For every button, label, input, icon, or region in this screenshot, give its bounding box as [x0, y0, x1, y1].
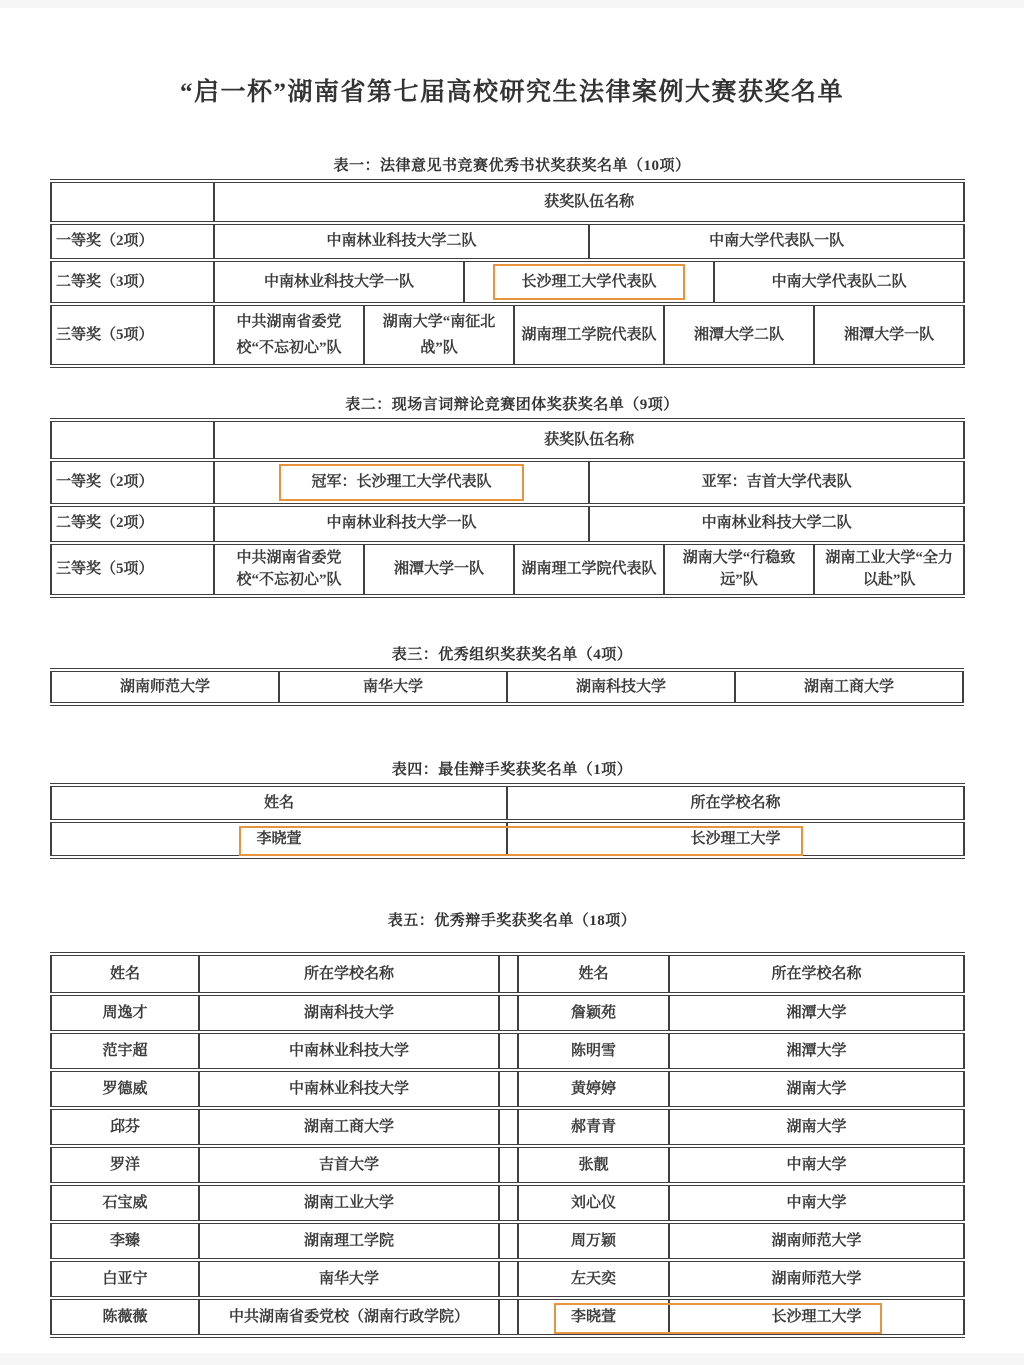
- name-cell: 李臻: [51, 1222, 199, 1260]
- award-label-cell: 一等奖（2项）: [51, 460, 214, 504]
- team-cell: 中南大学代表队二队: [714, 260, 964, 304]
- school-cell: 湖南理工学院: [199, 1222, 499, 1260]
- team-cell: 湖南工业大学“全力以赴”队: [814, 543, 964, 596]
- school-cell: 中南林业科技大学: [199, 1032, 499, 1070]
- name-cell: 张靓: [518, 1146, 669, 1184]
- school-cell: 湖南师范大学: [51, 670, 279, 704]
- team-cell: 中共湖南省委党校“不忘初心”队: [214, 543, 364, 596]
- team-cell: 湘潭大学一队: [364, 543, 514, 596]
- school-cell: 南华大学: [279, 670, 507, 704]
- table5-excellent-debater-award: [50, 952, 965, 1338]
- table4-wrapper: [0, 783, 1024, 859]
- school-cell: 湖南工商大学: [199, 1108, 499, 1146]
- table-row: [51, 1108, 964, 1146]
- table2-debate-team-award: [50, 418, 965, 597]
- table5-wrapper: [0, 952, 1024, 1338]
- table-row: [51, 543, 964, 596]
- table4-best-debater-award: [50, 783, 965, 859]
- table-row: [51, 1184, 964, 1222]
- table-row: [51, 1298, 964, 1336]
- table-row: [51, 994, 964, 1032]
- team-cell: 中南林业科技大学一队: [214, 260, 464, 304]
- team-cell: 中南大学代表队一队: [589, 223, 964, 260]
- table5-caption: 表五：优秀辩手奖获奖名单（18项）: [387, 912, 637, 929]
- school-cell: 中南林业科技大学: [199, 1070, 499, 1108]
- table-row: [51, 260, 964, 304]
- team-cell: [214, 460, 589, 504]
- spacer-cell: [499, 954, 518, 994]
- team-cell: 中南林业科技大学一队: [214, 505, 589, 543]
- name-cell: 陈薇薇: [51, 1298, 199, 1336]
- name-cell: 郝青青: [518, 1108, 669, 1146]
- spacer-cell: [499, 994, 518, 1032]
- school-cell: 湖南师范大学: [669, 1260, 964, 1298]
- table3-caption: 表三：优秀组织奖获奖名单（4项）: [391, 646, 633, 663]
- table1-caption: 表一：法律意见书竞赛优秀书状奖获奖名单（10项）: [333, 158, 691, 174]
- name-header-cell: 姓名: [518, 954, 669, 994]
- school-cell: 湖南科技大学: [199, 994, 499, 1032]
- table-row: [51, 304, 964, 366]
- award-label-cell: 三等奖（5项）: [51, 543, 214, 596]
- highlight-box-champion: 冠军：长沙理工大学代表队: [279, 464, 523, 500]
- table-row: [51, 1146, 964, 1184]
- spacer-cell: [499, 1298, 518, 1336]
- table-row: [51, 223, 964, 260]
- name-cell: 邱芬: [51, 1108, 199, 1146]
- name-cell: 左天奕: [518, 1260, 669, 1298]
- team-cell: 湖南大学“行稳致远”队: [664, 543, 814, 596]
- name-cell: 黄婷婷: [518, 1070, 669, 1108]
- spacer-cell: [499, 1222, 518, 1260]
- table-row: [51, 1260, 964, 1298]
- spacer-cell: [499, 1108, 518, 1146]
- table5-header-row: [51, 954, 964, 994]
- table2-header-row: [51, 420, 964, 460]
- spacer-cell: [499, 1032, 518, 1070]
- table1-book-award: [50, 179, 965, 368]
- school-cell: 南华大学: [199, 1260, 499, 1298]
- school-header-cell: 所在学校名称: [199, 954, 499, 994]
- name-header-cell: 姓名: [51, 785, 507, 821]
- corner-cell: [51, 181, 214, 223]
- spacer-cell: [499, 1184, 518, 1222]
- school-cell: 长沙理工大学: [669, 1298, 964, 1336]
- scan-edge-top: [0, 0, 1024, 8]
- school-header-cell: 所在学校名称: [669, 954, 964, 994]
- team-cell: 湖南理工学院代表队: [514, 543, 664, 596]
- team-cell: 湖南大学“南征北战”队: [364, 304, 514, 366]
- team-cell: 中南林业科技大学二队: [589, 505, 964, 543]
- name-header-cell: 姓名: [51, 954, 199, 994]
- corner-cell: [51, 420, 214, 460]
- table-row: [51, 1032, 964, 1070]
- school-cell: 长沙理工大学: [507, 821, 964, 857]
- school-cell: 中南大学: [669, 1146, 964, 1184]
- school-cell: 湖南大学: [669, 1070, 964, 1108]
- team-cell: 湘潭大学二队: [664, 304, 814, 366]
- name-cell: 李晓萱: [518, 1298, 669, 1336]
- scan-edge-bottom: [0, 1353, 1024, 1365]
- table4-caption: 表四：最佳辩手奖获奖名单（1项）: [391, 761, 633, 778]
- award-label-cell: 二等奖（3项）: [51, 260, 214, 304]
- name-cell: 周万颖: [518, 1222, 669, 1260]
- school-cell: 中共湖南省委党校（湖南行政学院）: [199, 1298, 499, 1336]
- name-cell: 范宇超: [51, 1032, 199, 1070]
- school-cell: 湘潭大学: [669, 1032, 964, 1070]
- name-cell: 李晓萱: [51, 821, 507, 857]
- team-cell: 中南林业科技大学二队: [214, 223, 589, 260]
- team-name-header-cell: 获奖队伍名称: [214, 181, 964, 223]
- award-label-cell: 三等奖（5项）: [51, 304, 214, 366]
- award-label-cell: 二等奖（2项）: [51, 505, 214, 543]
- team-cell: 中共湖南省委党校“不忘初心”队: [214, 304, 364, 366]
- table-row: [51, 670, 963, 704]
- table-row: [51, 1070, 964, 1108]
- team-cell: 湖南理工学院代表队: [514, 304, 664, 366]
- team-cell: [464, 260, 714, 304]
- school-cell: 中南大学: [669, 1184, 964, 1222]
- document-title: “启一杯”湖南省第七届高校研究生法律案例大赛获奖名单: [179, 79, 844, 106]
- table-row: [51, 821, 964, 857]
- table-row: [51, 1222, 964, 1260]
- team-name-header-cell: 获奖队伍名称: [214, 420, 964, 460]
- name-cell: 刘心仪: [518, 1184, 669, 1222]
- school-cell: 吉首大学: [199, 1146, 499, 1184]
- team-cell: 亚军：吉首大学代表队: [589, 460, 964, 504]
- name-cell: 詹颖苑: [518, 994, 669, 1032]
- team-cell: 湘潭大学一队: [814, 304, 964, 366]
- school-cell: 湘潭大学: [669, 994, 964, 1032]
- name-cell: 周逸才: [51, 994, 199, 1032]
- name-cell: 陈明雪: [518, 1032, 669, 1070]
- spacer-cell: [499, 1070, 518, 1108]
- table2-caption: 表二：现场言词辩论竞赛团体奖获奖名单（9项）: [345, 397, 679, 414]
- spacer-cell: [499, 1146, 518, 1184]
- school-header-cell: 所在学校名称: [507, 785, 964, 821]
- table3-organization-award: [50, 668, 964, 706]
- school-cell: 湖南工业大学: [199, 1184, 499, 1222]
- school-cell: 湖南科技大学: [507, 670, 735, 704]
- school-cell: 湖南工商大学: [735, 670, 963, 704]
- name-cell: 罗洋: [51, 1146, 199, 1184]
- school-cell: 湖南大学: [669, 1108, 964, 1146]
- table4-header-row: [51, 785, 964, 821]
- table-row: [51, 505, 964, 543]
- table-row: [51, 460, 964, 504]
- spacer-cell: [499, 1260, 518, 1298]
- table1-header-row: [51, 181, 964, 223]
- name-cell: 白亚宁: [51, 1260, 199, 1298]
- name-cell: 石宝威: [51, 1184, 199, 1222]
- award-label-cell: 一等奖（2项）: [51, 223, 214, 260]
- school-cell: 湖南师范大学: [669, 1222, 964, 1260]
- highlight-box-csust-team: 长沙理工大学代表队: [493, 264, 684, 300]
- name-cell: 罗德威: [51, 1070, 199, 1108]
